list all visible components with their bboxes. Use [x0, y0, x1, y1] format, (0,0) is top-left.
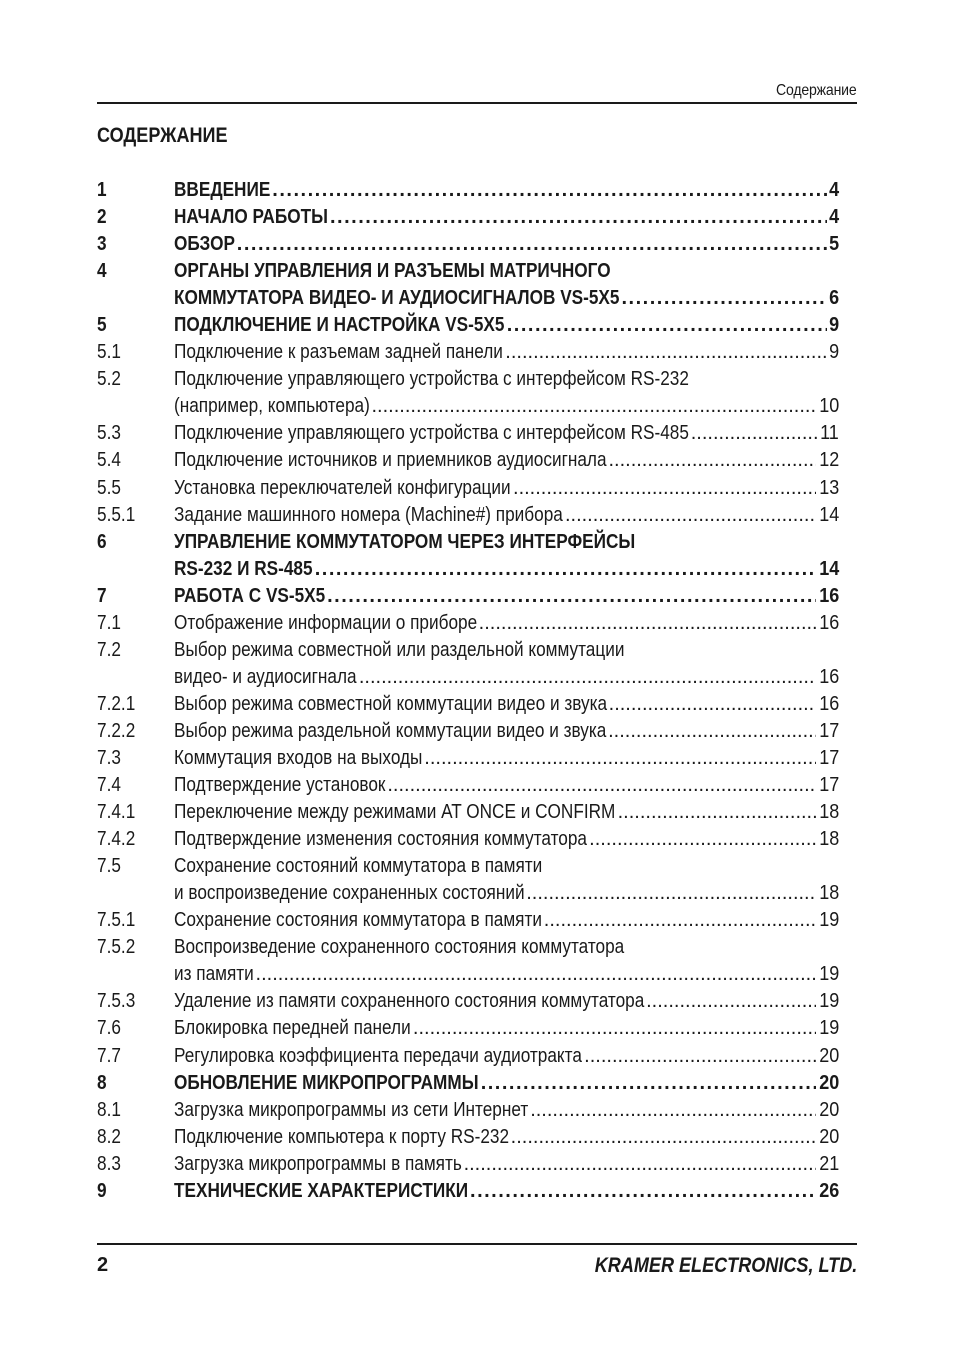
- dot-leader: [237, 231, 827, 258]
- toc-entry-page: 6: [828, 287, 839, 310]
- toc-entry-title: Воспроизведение сохраненного состояния коммутатора: [174, 936, 625, 959]
- toc-entry-page: 18: [818, 828, 839, 851]
- footer-rule: [97, 1243, 857, 1245]
- dot-leader: [565, 502, 816, 529]
- toc-entry-number: 7.4.1: [97, 801, 136, 824]
- toc-entry-page: 20: [818, 1044, 839, 1067]
- toc-entry-page: 16: [818, 665, 839, 688]
- dot-leader: [609, 691, 816, 718]
- toc-entry-title: Переключение между режимами AT ONCE и CONFIRM: [174, 801, 616, 824]
- toc-entry[interactable]: [97, 339, 839, 366]
- toc-entry-number: 8.3: [97, 1152, 121, 1175]
- toc-entry[interactable]: [97, 988, 839, 1015]
- dot-leader: [507, 312, 827, 339]
- dot-leader: [511, 1124, 816, 1151]
- toc-entry-title: Подтверждение установок: [174, 774, 386, 797]
- toc-entry[interactable]: [97, 1070, 839, 1097]
- toc-entry[interactable]: [97, 745, 839, 772]
- toc-entry-page: 18: [818, 801, 839, 824]
- dot-leader: [372, 393, 816, 420]
- toc-entry-title: Подключение компьютера к порту RS-232: [174, 1125, 510, 1148]
- toc-entry[interactable]: [97, 880, 839, 907]
- toc-entry-number: 9: [97, 1179, 107, 1202]
- toc-entry-number: 7.1: [97, 611, 121, 634]
- toc-entry[interactable]: [97, 610, 839, 637]
- toc-entry-title: Подключение управляющего устройства с интерфейсом RS-232: [174, 368, 689, 391]
- dot-leader: [387, 772, 815, 799]
- toc-entry-page: 19: [818, 990, 839, 1013]
- toc-entry-title: Подключение управляющего устройства с интерфейсом RS-485: [174, 422, 689, 445]
- toc-entry-page: 19: [818, 963, 839, 986]
- dot-leader: [359, 664, 816, 691]
- toc-title: СОДЕРЖАНИЕ: [97, 124, 228, 147]
- toc-entry-number: 7.3: [97, 746, 121, 769]
- toc-entry-page: 17: [818, 719, 839, 742]
- toc-entry-title: Загрузка микропрограммы в память: [174, 1152, 462, 1175]
- toc-entry-page: 20: [818, 1071, 839, 1094]
- toc-entry[interactable]: [97, 1178, 839, 1205]
- toc-entry-number: 5.1: [97, 341, 121, 364]
- toc-entry-page: 14: [818, 503, 839, 526]
- toc-entry[interactable]: [97, 475, 839, 502]
- toc-entry-page: 14: [818, 557, 839, 580]
- toc-entry[interactable]: [97, 583, 839, 610]
- toc-entry-number: 7.6: [97, 1017, 121, 1040]
- dot-leader: [526, 880, 816, 907]
- toc-entry-page: 16: [818, 611, 839, 634]
- toc-entry-page: 19: [818, 909, 839, 932]
- toc-entry[interactable]: [97, 285, 839, 312]
- toc-entry[interactable]: [97, 204, 839, 231]
- toc-entry-page: 4: [828, 206, 839, 229]
- toc-entry-number: 2: [97, 206, 107, 229]
- toc-entry-title: Блокировка передней панели: [174, 1017, 411, 1040]
- dot-leader: [608, 447, 815, 474]
- toc-entry-number: 5.3: [97, 422, 121, 445]
- toc-entry-number: 7.4: [97, 774, 121, 797]
- toc-entry-page: 12: [818, 449, 839, 472]
- toc-entry-title: ПОДКЛЮЧЕНИЕ И НАСТРОЙКА VS-5X5: [174, 314, 505, 337]
- toc-entry-title: ОРГАНЫ УПРАВЛЕНИЯ И РАЗЪЕМЫ МАТРИЧНОГО: [174, 260, 611, 283]
- dot-leader: [621, 285, 826, 312]
- toc-entry-number: 7.5: [97, 855, 121, 878]
- toc-entry[interactable]: [97, 447, 839, 474]
- toc-entry-title: ОБЗОР: [174, 233, 235, 256]
- toc-entry-number: 7: [97, 584, 107, 607]
- toc-entry-title: Подключение к разъемам задней панели: [174, 341, 503, 364]
- toc-entry[interactable]: [97, 1124, 839, 1151]
- toc-entry-page: 26: [818, 1179, 839, 1202]
- running-header: Содержание: [776, 82, 857, 99]
- toc-entry[interactable]: [97, 393, 839, 420]
- toc-entry-page: 11: [820, 422, 839, 445]
- toc-entry[interactable]: [97, 1151, 839, 1178]
- toc-entry-title: RS-232 И RS-485: [174, 557, 313, 580]
- toc-entry[interactable]: [97, 177, 839, 204]
- toc-entry-page: 4: [828, 179, 839, 201]
- toc-entry[interactable]: [97, 907, 839, 934]
- toc-entry-title: Коммутация входов на выходы: [174, 746, 423, 769]
- dot-leader: [505, 339, 827, 366]
- toc-entry-page: 20: [818, 1125, 839, 1148]
- toc-entry[interactable]: [97, 312, 839, 339]
- toc-entry-title: Выбор режима раздельной коммутации видео и звука: [174, 719, 607, 742]
- toc-entry-number: 7.2.1: [97, 692, 136, 715]
- toc-entry-title: Подтверждение изменения состояния коммутатора: [174, 828, 587, 851]
- toc-entry[interactable]: [97, 826, 839, 853]
- toc-entry-number: 8.1: [97, 1098, 121, 1121]
- toc-entry-page: 18: [818, 882, 839, 905]
- toc-entry-number: 5.5.1: [97, 503, 136, 526]
- toc-entry-page: 9: [828, 341, 839, 364]
- dot-leader: [424, 745, 815, 772]
- toc-entry-number: 3: [97, 233, 107, 256]
- toc-entry-title: видео- и аудиосигнала: [174, 665, 357, 688]
- toc-entry[interactable]: [97, 934, 839, 961]
- header-rule: [97, 102, 857, 104]
- toc-entry-number: 7.2.2: [97, 719, 136, 742]
- toc-entry[interactable]: [97, 231, 839, 258]
- toc-entry-page: 19: [818, 1017, 839, 1040]
- toc-entry-number: 5.5: [97, 476, 121, 499]
- toc-entry-page: 9: [828, 314, 839, 337]
- dot-leader: [544, 907, 816, 934]
- toc-entry-number: 1: [97, 179, 107, 201]
- dot-leader: [327, 583, 816, 610]
- toc-entry-number: 4: [97, 260, 107, 283]
- toc-entry-title: Сохранение состояния коммутатора в памяти: [174, 909, 542, 932]
- toc-entry-page: 13: [818, 476, 839, 499]
- toc-entry-number: 7.7: [97, 1044, 121, 1067]
- dot-leader: [464, 1151, 816, 1178]
- toc-entry-title: из памяти: [174, 963, 254, 986]
- dot-leader: [479, 610, 816, 637]
- toc-entry-page: 16: [818, 584, 839, 607]
- toc-entry-number: 6: [97, 530, 107, 553]
- toc-entry[interactable]: [97, 718, 839, 745]
- toc-entry[interactable]: [97, 529, 839, 556]
- toc-entry-title: Установка переключателей конфигурации: [174, 476, 511, 499]
- dot-leader: [470, 1178, 816, 1205]
- toc-entry-title: РАБОТА С VS-5X5: [174, 584, 326, 607]
- toc-entry[interactable]: [97, 420, 839, 447]
- dot-leader: [481, 1070, 816, 1097]
- toc-entry[interactable]: [97, 799, 839, 826]
- toc-entry-page: 21: [818, 1152, 839, 1175]
- toc-entry[interactable]: [97, 664, 839, 691]
- company-name: KRAMER ELECTRONICS, LTD.: [594, 1254, 857, 1277]
- toc-entry[interactable]: [97, 961, 839, 988]
- toc-entry-title: Выбор режима совместной или раздельной коммутации: [174, 638, 625, 661]
- toc-entry-page: 20: [818, 1098, 839, 1121]
- toc-entry-number: 7.5.1: [97, 909, 136, 932]
- toc-entry-title: ТЕХНИЧЕСКИЕ ХАРАКТЕРИСТИКИ: [174, 1179, 469, 1202]
- dot-leader: [646, 988, 816, 1015]
- toc-entry-page: 5: [828, 233, 839, 256]
- toc-entry[interactable]: [97, 258, 839, 285]
- dot-leader: [608, 718, 816, 745]
- toc-entry-number: 8: [97, 1071, 107, 1094]
- dot-leader: [272, 177, 827, 204]
- toc-entry-number: 5: [97, 314, 107, 337]
- toc-entry[interactable]: [97, 637, 839, 664]
- toc-entry-number: 5.2: [97, 368, 121, 391]
- toc-entry-number: 7.2: [97, 638, 121, 661]
- toc-entry-page: 16: [818, 692, 839, 715]
- dot-leader: [413, 1015, 816, 1042]
- toc-entry-number: 8.2: [97, 1125, 121, 1148]
- toc-entry-title: ВВЕДЕНИЕ: [174, 179, 271, 201]
- toc-entry-title: КОММУТАТОРА ВИДЕО- И АУДИОСИГНАЛОВ VS-5X5: [174, 287, 620, 310]
- toc-entry-number: 7.5.3: [97, 990, 136, 1013]
- toc-entry-number: 7.5.2: [97, 936, 136, 959]
- toc-entry[interactable]: [97, 1097, 839, 1124]
- dot-leader: [256, 961, 816, 988]
- dot-leader: [315, 556, 816, 583]
- toc-entry-page: 10: [818, 395, 839, 418]
- toc-entry[interactable]: [97, 556, 839, 583]
- dot-leader: [589, 826, 816, 853]
- toc-entry-title: Сохранение состояний коммутатора в памяти: [174, 855, 543, 878]
- toc-entry-title: Регулировка коэффициента передачи аудиотракта: [174, 1044, 582, 1067]
- toc-entry-title: Выбор режима совместной коммутации видео и звука: [174, 692, 608, 715]
- toc-entry-title: (например, компьютера): [174, 395, 370, 418]
- toc-entry-number: 7.4.2: [97, 828, 136, 851]
- toc-entry[interactable]: [97, 502, 839, 529]
- toc-entry-title: НАЧАЛО РАБОТЫ: [174, 206, 328, 229]
- toc-entry-title: Отображение информации о приборе: [174, 611, 478, 634]
- dot-leader: [691, 420, 818, 447]
- toc-entry[interactable]: [97, 853, 839, 880]
- toc-entry-title: и воспроизведение сохраненных состояний: [174, 882, 525, 905]
- toc-entry[interactable]: [97, 691, 839, 718]
- dot-leader: [530, 1097, 816, 1124]
- toc-entry-title: УПРАВЛЕНИЕ КОММУТАТОРОМ ЧЕРЕЗ ИНТЕРФЕЙСЫ: [174, 530, 636, 553]
- toc-entry-number: 5.4: [97, 449, 121, 472]
- toc-entry-page: 17: [818, 774, 839, 797]
- toc-entry[interactable]: [97, 1043, 839, 1070]
- toc-entry-title: Удаление из памяти сохраненного состояния коммутатора: [174, 990, 645, 1013]
- toc-entry-title: Загрузка микропрограммы из сети Интернет: [174, 1098, 529, 1121]
- table-of-contents: [97, 177, 839, 1205]
- toc-entry-page: 17: [818, 746, 839, 769]
- dot-leader: [584, 1043, 816, 1070]
- dot-leader: [513, 475, 816, 502]
- toc-entry[interactable]: [97, 366, 839, 393]
- toc-entry-title: ОБНОВЛЕНИЕ МИКРОПРОГРАММЫ: [174, 1071, 479, 1094]
- toc-entry-title: Подключение источников и приемников аудиосигнала: [174, 449, 607, 472]
- toc-entry[interactable]: [97, 772, 839, 799]
- dot-leader: [618, 799, 816, 826]
- toc-entry[interactable]: [97, 1015, 839, 1042]
- toc-entry-title: Задание машинного номера (Machine#) прибора: [174, 503, 563, 526]
- page-number: 2: [97, 1254, 109, 1276]
- dot-leader: [330, 204, 827, 231]
